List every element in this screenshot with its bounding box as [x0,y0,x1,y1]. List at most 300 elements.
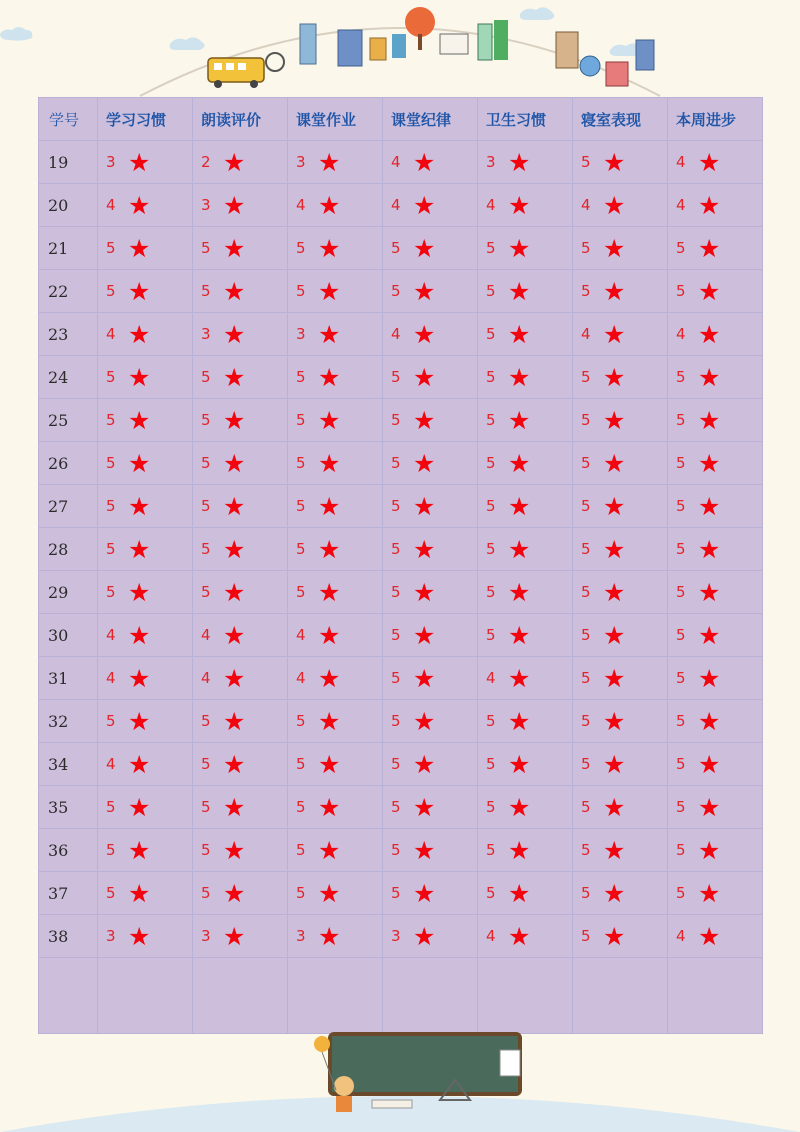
score-cell [573,528,668,571]
score-cell [193,141,288,184]
score-cell [288,915,383,958]
score-value: 5 [581,841,591,859]
score-cell [573,399,668,442]
score-cell [478,442,573,485]
star-icon: ★ [603,620,626,650]
star-icon: ★ [508,749,531,779]
score-value: 3 [201,325,211,343]
star-icon: ★ [223,534,246,564]
score-value: 5 [676,669,686,687]
score-value: 5 [106,884,116,902]
score-cell [98,141,193,184]
score-cell [668,399,763,442]
score-value: 4 [486,196,496,214]
score-cell [98,657,193,700]
score-value: 4 [296,626,306,644]
star-icon: ★ [318,448,341,478]
star-icon: ★ [508,706,531,736]
score-cell [98,614,193,657]
star-icon: ★ [318,276,341,306]
star-icon: ★ [223,319,246,349]
score-cell [383,915,478,958]
score-cell [288,270,383,313]
score-cell [573,915,668,958]
score-cell [383,657,478,700]
star-icon: ★ [698,835,721,865]
score-value: 5 [486,282,496,300]
score-value: 5 [296,454,306,472]
score-cell [668,571,763,614]
score-cell [288,786,383,829]
score-cell [573,270,668,313]
star-icon: ★ [223,749,246,779]
score-cell [478,141,573,184]
score-cell [193,184,288,227]
score-cell [193,743,288,786]
score-value: 5 [296,282,306,300]
star-icon: ★ [508,233,531,263]
score-cell [573,571,668,614]
star-icon: ★ [223,921,246,951]
score-cell [478,528,573,571]
star-icon: ★ [698,491,721,521]
score-cell [668,743,763,786]
score-cell [193,571,288,614]
star-icon: ★ [318,878,341,908]
star-icon: ★ [318,534,341,564]
star-icon: ★ [413,835,436,865]
star-icon: ★ [413,276,436,306]
header-hygiene-habits: 卫生习惯 [478,98,573,141]
score-value: 3 [201,196,211,214]
score-value: 4 [296,196,306,214]
score-cell [668,184,763,227]
score-cell [478,270,573,313]
header-classwork: 课堂作业 [288,98,383,141]
score-value: 5 [106,282,116,300]
score-cell [98,915,193,958]
score-value: 5 [201,583,211,601]
score-cell [668,141,763,184]
score-cell [383,227,478,270]
header-weekly-progress: 本周进步 [668,98,763,141]
star-icon: ★ [318,491,341,521]
score-value: 5 [581,884,591,902]
score-cell [668,270,763,313]
student-row [39,614,763,657]
score-value: 5 [486,712,496,730]
star-icon: ★ [508,448,531,478]
student-id-cell: 24 [39,356,98,399]
score-cell [478,571,573,614]
star-icon: ★ [318,749,341,779]
star-icon: ★ [413,878,436,908]
star-icon: ★ [508,921,531,951]
star-icon: ★ [318,190,341,220]
star-icon: ★ [698,147,721,177]
score-cell [383,528,478,571]
star-icon: ★ [508,405,531,435]
score-value: 5 [486,368,496,386]
star-icon: ★ [223,663,246,693]
score-value: 5 [676,841,686,859]
score-value: 5 [581,626,591,644]
score-value: 5 [201,540,211,558]
score-cell [478,313,573,356]
score-cell [288,184,383,227]
header-dorm-performance: 寝室表现 [573,98,668,141]
star-icon: ★ [223,491,246,521]
student-row [39,184,763,227]
score-cell [98,571,193,614]
star-icon: ★ [603,319,626,349]
score-cell [668,786,763,829]
score-value: 5 [296,755,306,773]
star-icon: ★ [603,921,626,951]
score-cell [98,485,193,528]
score-cell [383,313,478,356]
star-icon: ★ [698,878,721,908]
score-cell [383,700,478,743]
score-value: 5 [581,927,591,945]
score-value: 5 [106,583,116,601]
student-row [39,657,763,700]
score-value: 5 [581,497,591,515]
score-cell [288,485,383,528]
star-icon: ★ [223,620,246,650]
star-icon: ★ [698,663,721,693]
score-cell [383,743,478,786]
student-id-cell: 29 [39,571,98,614]
star-icon: ★ [318,233,341,263]
star-icon: ★ [698,534,721,564]
score-value: 4 [296,669,306,687]
student-row [39,528,763,571]
header-class-discipline: 课堂纪律 [383,98,478,141]
student-id-cell: 22 [39,270,98,313]
score-cell [288,528,383,571]
score-cell [478,399,573,442]
score-cell [98,872,193,915]
score-cell [193,700,288,743]
student-row [39,227,763,270]
score-value: 4 [106,669,116,687]
star-icon: ★ [413,577,436,607]
score-cell [98,227,193,270]
score-value: 5 [296,583,306,601]
score-value: 4 [581,325,591,343]
score-value: 3 [106,927,116,945]
student-id-cell: 37 [39,872,98,915]
star-icon: ★ [318,706,341,736]
score-cell [383,399,478,442]
star-icon: ★ [603,405,626,435]
star-icon: ★ [508,620,531,650]
score-value: 5 [391,368,401,386]
star-icon: ★ [128,362,151,392]
score-cell [478,485,573,528]
score-value: 5 [391,497,401,515]
score-value: 5 [106,239,116,257]
student-row [39,356,763,399]
score-table-body [39,141,763,1034]
score-value: 5 [391,712,401,730]
score-cell [193,356,288,399]
score-value: 5 [201,712,211,730]
score-cell [668,614,763,657]
student-row [39,270,763,313]
score-cell [573,313,668,356]
score-value: 5 [201,755,211,773]
score-cell [573,227,668,270]
score-cell [193,829,288,872]
score-value: 5 [676,583,686,601]
score-value: 3 [296,927,306,945]
score-cell [288,700,383,743]
score-value: 5 [201,454,211,472]
student-row [39,872,763,915]
star-icon: ★ [508,491,531,521]
star-icon: ★ [413,491,436,521]
score-value: 5 [201,497,211,515]
header-reading-evaluation: 朗读评价 [193,98,288,141]
score-cell [98,829,193,872]
score-cell [288,227,383,270]
score-value: 5 [676,798,686,816]
star-icon: ★ [318,835,341,865]
star-icon: ★ [318,319,341,349]
score-cell [288,356,383,399]
score-cell [478,829,573,872]
score-value: 2 [201,153,211,171]
star-icon: ★ [128,835,151,865]
score-value: 5 [296,798,306,816]
score-cell [288,872,383,915]
score-cell [193,313,288,356]
score-value: 4 [106,755,116,773]
school-skyline-illustration [0,0,800,110]
score-value: 5 [486,755,496,773]
score-value: 5 [391,454,401,472]
score-cell [288,141,383,184]
score-value: 5 [676,626,686,644]
chalkboard-kid-illustration [0,1020,800,1132]
score-value: 5 [296,884,306,902]
star-icon: ★ [223,147,246,177]
star-icon: ★ [128,276,151,306]
student-id-cell: 25 [39,399,98,442]
star-icon: ★ [223,233,246,263]
student-row [39,442,763,485]
score-value: 5 [201,411,211,429]
score-value: 5 [676,497,686,515]
star-icon: ★ [698,792,721,822]
star-icon: ★ [508,276,531,306]
star-icon: ★ [508,835,531,865]
score-value: 3 [106,153,116,171]
score-cell [573,786,668,829]
student-row [39,743,763,786]
student-row [39,399,763,442]
student-id-cell: 19 [39,141,98,184]
score-value: 5 [296,841,306,859]
score-cell [478,915,573,958]
score-cell [288,313,383,356]
star-icon: ★ [318,405,341,435]
star-icon: ★ [413,190,436,220]
star-icon: ★ [128,405,151,435]
score-cell [478,356,573,399]
score-value: 5 [486,884,496,902]
star-icon: ★ [128,620,151,650]
score-cell [98,184,193,227]
score-value: 5 [201,798,211,816]
score-cell [573,829,668,872]
score-value: 5 [581,411,591,429]
score-value: 5 [581,282,591,300]
star-icon: ★ [698,190,721,220]
star-icon: ★ [603,491,626,521]
score-cell [193,528,288,571]
star-icon: ★ [413,362,436,392]
star-icon: ★ [698,448,721,478]
score-cell [668,829,763,872]
star-icon: ★ [603,362,626,392]
score-cell [668,485,763,528]
star-icon: ★ [698,749,721,779]
star-icon: ★ [508,362,531,392]
star-icon: ★ [223,835,246,865]
star-icon: ★ [508,577,531,607]
header-study-habits: 学习习惯 [98,98,193,141]
student-row [39,141,763,184]
score-value: 5 [296,497,306,515]
score-cell [193,915,288,958]
star-icon: ★ [128,749,151,779]
score-value: 5 [486,798,496,816]
score-value: 5 [581,798,591,816]
score-cell [193,227,288,270]
student-row [39,313,763,356]
star-icon: ★ [318,792,341,822]
score-value: 5 [391,626,401,644]
score-cell [193,442,288,485]
star-icon: ★ [128,921,151,951]
score-value: 4 [391,196,401,214]
score-cell [383,184,478,227]
score-cell [668,700,763,743]
score-value: 4 [676,196,686,214]
star-icon: ★ [603,233,626,263]
score-value: 5 [486,497,496,515]
star-icon: ★ [603,276,626,306]
score-value: 5 [296,712,306,730]
star-icon: ★ [128,147,151,177]
star-icon: ★ [698,233,721,263]
score-value: 4 [106,626,116,644]
star-icon: ★ [223,878,246,908]
score-value: 3 [391,927,401,945]
score-cell [193,872,288,915]
score-value: 5 [391,841,401,859]
score-value: 3 [486,153,496,171]
star-icon: ★ [413,706,436,736]
star-icon: ★ [508,663,531,693]
score-value: 5 [581,454,591,472]
score-value: 5 [391,411,401,429]
star-icon: ★ [318,577,341,607]
score-cell [98,270,193,313]
star-icon: ★ [603,190,626,220]
score-value: 5 [106,368,116,386]
score-cell [668,528,763,571]
score-value: 5 [201,368,211,386]
star-icon: ★ [603,663,626,693]
score-table [38,97,763,1034]
score-value: 5 [201,884,211,902]
score-cell [98,356,193,399]
score-cell [383,829,478,872]
score-value: 4 [581,196,591,214]
student-row [39,829,763,872]
score-cell [193,786,288,829]
star-icon: ★ [508,878,531,908]
score-value: 5 [391,755,401,773]
score-cell [478,184,573,227]
student-row [39,571,763,614]
star-icon: ★ [413,534,436,564]
score-value: 5 [581,712,591,730]
student-row [39,786,763,829]
star-icon: ★ [698,577,721,607]
star-icon: ★ [508,319,531,349]
star-icon: ★ [128,491,151,521]
star-icon: ★ [698,319,721,349]
score-cell [668,356,763,399]
score-cell [288,743,383,786]
star-icon: ★ [128,663,151,693]
star-icon: ★ [413,749,436,779]
score-cell [668,872,763,915]
student-id-cell: 32 [39,700,98,743]
score-value: 5 [201,282,211,300]
student-id-cell: 38 [39,915,98,958]
score-cell [288,442,383,485]
score-cell [98,313,193,356]
star-icon: ★ [128,706,151,736]
student-id-cell: 27 [39,485,98,528]
score-value: 4 [201,626,211,644]
star-icon: ★ [318,663,341,693]
star-icon: ★ [698,921,721,951]
star-icon: ★ [508,147,531,177]
score-cell [98,528,193,571]
star-icon: ★ [603,577,626,607]
student-row [39,700,763,743]
student-row [39,485,763,528]
score-cell [98,786,193,829]
star-icon: ★ [508,190,531,220]
star-icon: ★ [413,448,436,478]
score-cell [288,829,383,872]
score-value: 5 [676,755,686,773]
score-cell [478,872,573,915]
score-cell [478,657,573,700]
score-cell [573,141,668,184]
score-cell [668,915,763,958]
score-value: 5 [296,540,306,558]
star-icon: ★ [128,233,151,263]
